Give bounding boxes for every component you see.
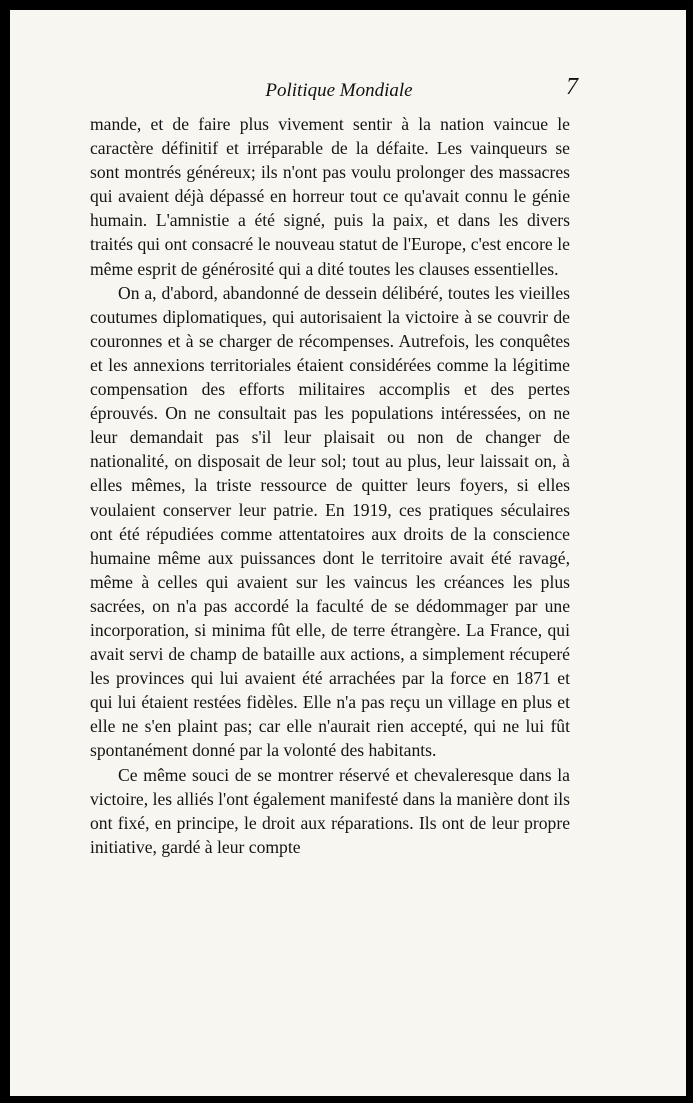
book-page [10, 10, 686, 1096]
page-header [100, 70, 578, 110]
paragraph-2: On a, d'abord, abandonné de dessein délibéré, toutes les vieilles coutumes diplomatiques, qui autorisaient la victoire à se couvrir de couronnes et à se charger de récompenses. Autrefois, les conquêtes et les annexions territoriales étaient considérées comme la légitime compensation des efforts militaires accomplis et des pertes éprouvés. On ne consultait pas les populations intéressées, on ne leur demandait pas s'il leur plaisait ou non de changer de nationalité, on disposait de leur sol; tout au plus, leur laissait on, à elles mêmes, la triste ressource de quitter leurs foyers, si elles voulaient conserver leur patrie. En 1919, ces pratiques séculaires ont été répudiées comme attentatoires aux droits de la conscience humaine même aux puissances dont le territoire avait été ravagé, même à celles qui avaient sur les vaincus les créances les plus sacrées, on n'a pas accordé la faculté de se dédommager par une incorporation, si minima fût elle, de terre étrangère. La France, qui avait servi de champ de bataille aux actions, a simplement récuperé les provinces qui lui avaient été arrachées par la force en 1871 et qui lui étaient restées fidèles. Elle n'a pas reçu un village en plus et elle ne s'en plaint pas; car elle n'aurait rien accepté, qui ne lui fût spontanément donné par la volonté des habitants. [90, 282, 570, 761]
paragraph-1: mande, et de faire plus vivement sentir à la nation vaincue le caractère définitif et irréparable de la défaite. Les vainqueurs se sont montrés généreux; ils n'ont pas voulu prolonger des massacres qui avaient déjà dépassé en horreur tout ce qu'avait connu le génie humain. L'amnistie a été signé, puis la paix, et dans les divers traités qui ont consacré le nouveau statut de l'Europe, c'est encore le même esprit de générosité qui a dité toutes les clauses essentielles. [90, 114, 570, 279]
body-text [90, 112, 570, 859]
running-title: Politique Mondiale [265, 80, 413, 101]
page-number: 7 [566, 74, 578, 100]
paragraph-3: Ce même souci de se montrer réservé et chevaleresque dans la victoire, les alliés l'ont également manifesté dans la manière dont ils ont fixé, en principe, le droit aux réparations. Ils ont de leur propre initiative, gardé à leur compte [90, 764, 570, 857]
